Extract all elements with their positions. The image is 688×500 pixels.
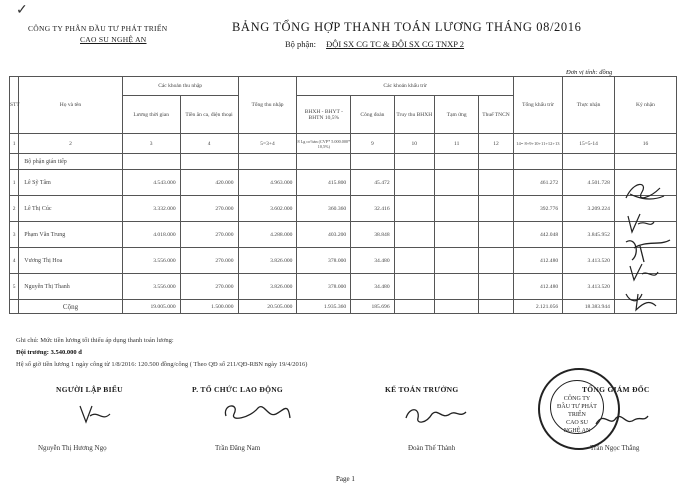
accountant-signature [402,402,472,428]
employee-name: Lê Thị Cúc [19,196,122,222]
employee-name: Vương Thị Hoa [19,248,122,274]
total-net: 18.383.944 [563,300,615,314]
index-cell: 3 [122,134,180,154]
meal-allowance-value: 270.000 [180,274,238,300]
salary-table [9,76,677,314]
department-value: ĐỘI SX CG TC & ĐỘI SX CG TNXP 2 [326,39,465,49]
col-total-deduction: Tổng khấu trừ [513,77,563,134]
col-total-income: Tổng thu nhập [238,77,297,134]
index-cell: 2 [19,134,122,154]
company-name-line2: CAO SU NGHỆ AN [80,35,147,44]
total-deduction-value: 461.272 [513,170,563,196]
index-cell: 4 [180,134,238,154]
salary-value: 3.332.000 [122,196,180,222]
total-income-value: 3.826.000 [238,274,297,300]
index-cell: 14= 8+9+10+11+12+13 [513,134,563,154]
union-fee-value: 38.848 [351,222,394,248]
total-deduction: 2.121.056 [513,300,563,314]
pen-mark: ✓ [16,3,28,18]
note-line-3: Hệ số giờ tiền lương 1 ngày công từ 1/8/2016: 120.500 đồng/công ( Theo QĐ số 211/QĐ-RBN ngày 19/4/2016) [16,361,308,368]
notes [16,335,307,371]
employee-signatures [620,176,676,316]
table-row [10,196,677,222]
signer-name-director: Trần Ngọc Thắng [590,444,640,452]
total-meal: 1.500.000 [180,300,238,314]
col-union: Công đoàn [351,96,394,134]
table-row [10,248,677,274]
row-stt: 5 [10,274,19,300]
union-fee-value: 34.480 [351,248,394,274]
col-deductions: Các khoản khấu trừ [297,77,513,96]
col-name: Họ và tên [19,77,122,134]
index-cell: 16 [614,134,676,154]
salary-value: 4.543.000 [122,170,180,196]
index-row [10,134,677,154]
employee-name: Nguyễn Thị Thanh [19,274,122,300]
col-signature: Ký nhận [614,77,676,134]
index-cell: 5=3+4 [238,134,297,154]
section-row [10,154,677,170]
total-row [10,300,677,314]
col-advance: Tạm ứng [434,96,478,134]
stamp-text: CÔNG TY [563,396,591,402]
currency-unit: Đơn vị tính: đồng [566,69,613,76]
union-fee-value: 45.472 [351,170,394,196]
total-income-value: 4.963.000 [238,170,297,196]
director-signature [592,408,652,432]
stamp-text: NGHỆ AN [563,428,591,434]
total-income: 20.505.000 [238,300,297,314]
signer-title-preparer: NGƯỜI LẬP BIỂU [56,385,123,394]
stamp-text: CAO SU [566,420,588,426]
total-salary: 19.005.000 [122,300,180,314]
preparer-signature [76,400,116,428]
index-cell: 10 [394,134,434,154]
total-deduction-value: 392.776 [513,196,563,222]
row-stt: 4 [10,248,19,274]
employee-name: Phạm Văn Trung [19,222,122,248]
section-label: Bộ phận gián tiếp [19,154,122,170]
meal-allowance-value: 270.000 [180,248,238,274]
row-stt: 1 [10,170,19,196]
total-income-value: 3.602.000 [238,196,297,222]
signer-title-accountant: KẾ TOÁN TRƯỞNG [385,385,459,394]
index-cell: 12 [479,134,513,154]
index-cell: 9 [351,134,394,154]
meal-allowance-value: 270.000 [180,196,238,222]
department [285,39,464,49]
page-number: Page 1 [336,475,355,483]
note-line-1: Ghi chú: Mức tiền lương tối thiểu áp dụng thanh toán lương: [16,337,174,344]
table-row [10,170,677,196]
salary-value: 3.556.000 [122,248,180,274]
total-deduction-value: 442.048 [513,222,563,248]
signature-mark [628,214,654,232]
department-label: Bộ phận: [285,39,316,49]
col-stt: STT [10,77,19,134]
signer-name-hr: Trần Đăng Nam [215,444,261,452]
col-income: Các khoản thu nhập [122,77,238,96]
signature-mark [626,184,664,199]
stamp-text: ĐẦU TƯ PHÁT TRIỂN [557,404,597,418]
signer-title-director: TỔNG GIÁM ĐỐC [582,385,650,394]
salary-value: 4.018.000 [122,222,180,248]
col-insurance: BHXH - BHYT - BHTN 10,5% [297,96,351,134]
insurance-value: 360.360 [297,196,351,222]
col-net: Thực nhận [563,77,615,134]
employee-name: Lê Sỹ Tâm [19,170,122,196]
index-cell: 1 [10,134,19,154]
col-salary: Lương thời gian [122,96,180,134]
col-tax: Thuế TNCN [479,96,513,134]
insurance-value: 403.200 [297,222,351,248]
meal-allowance-value: 420.000 [180,170,238,196]
col-meal: Tiền ăn ca, điện thoại [180,96,238,134]
table-row [10,274,677,300]
net-pay-value: 3.413.520 [563,248,615,274]
company-header [28,23,167,45]
index-cell: 15=5-14 [563,134,615,154]
net-pay-value: 3.209.224 [563,196,615,222]
note-line-2: Đội trưởng: 3.540.000 đ [16,349,82,356]
union-fee-value: 34.480 [351,274,394,300]
signature-mark [630,264,658,280]
index-cell: 8 Lg cơ bản (CVP* 5.000.000* 10,5%) [297,134,351,154]
total-income-value: 4.288.000 [238,222,297,248]
hr-signature [220,398,300,426]
row-stt: 3 [10,222,19,248]
insurance-value: 415.800 [297,170,351,196]
company-name-line1: CÔNG TY PHÂN ĐẦU TƯ PHÁT TRIỂN [28,24,168,33]
total-union: 185.696 [351,300,394,314]
signer-name-preparer: Nguyễn Thị Hương Ngọ [38,444,107,452]
signer-title-hr: P. TỔ CHỨC LAO ĐỘNG [192,385,284,394]
page-title: BẢNG TỔNG HỢP THANH TOÁN LƯƠNG THÁNG 08/2016 [232,20,582,34]
total-insurance: 1.935.360 [297,300,351,314]
table-row [10,222,677,248]
net-pay-value: 3.845.952 [563,222,615,248]
total-deduction-value: 412.480 [513,248,563,274]
row-stt: 2 [10,196,19,222]
signer-name-accountant: Đoàn Thế Thành [408,444,456,452]
net-pay-value: 3.413.520 [563,274,615,300]
insurance-value: 378.000 [297,274,351,300]
salary-value: 3.556.000 [122,274,180,300]
total-income-value: 3.826.000 [238,248,297,274]
signature-mark [626,294,656,310]
total-deduction-value: 412.480 [513,274,563,300]
col-arrears: Truy thu BHXH [394,96,434,134]
meal-allowance-value: 270.000 [180,222,238,248]
index-cell: 11 [434,134,478,154]
net-pay-value: 4.501.728 [563,170,615,196]
signature-mark [626,240,670,262]
insurance-value: 378.000 [297,248,351,274]
union-fee-value: 32.416 [351,196,394,222]
total-label: Cộng [19,300,122,314]
